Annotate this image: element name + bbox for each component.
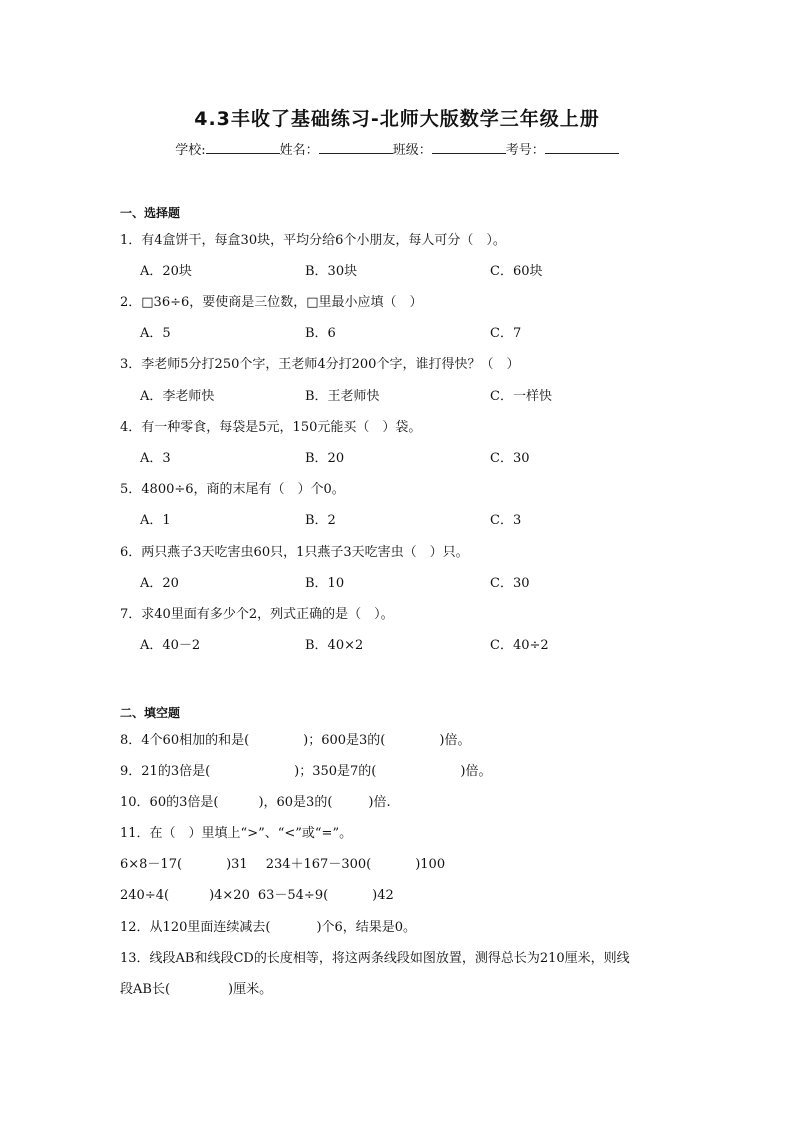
question-7: 7．求40里面有多少个2，列式正确的是（ ）。 xyxy=(120,607,394,622)
exam-number-blank[interactable] xyxy=(545,140,619,154)
option-a[interactable]: A．3 xyxy=(140,451,171,466)
question-3: 3．李老师5分打250个字，王老师4分打200个字，谁打得快？（ ） xyxy=(120,357,520,372)
student-info-row xyxy=(0,139,794,158)
option-b[interactable]: B．10 xyxy=(305,576,345,591)
question-4: 4．有一种零食，每袋是5元，150元能买（ ）袋。 xyxy=(120,420,422,435)
question-12: 12．从120里面连续减去( )个6，结果是0。 xyxy=(120,920,417,935)
options-7 xyxy=(140,634,700,652)
question-13: 13．线段AB和线段CD的长度相等，将这两条线段如图放置，测得总长为210厘米，则线 xyxy=(120,951,630,966)
question-11-row-1: 6×8－17( )31 234＋167－300( )100 xyxy=(120,857,446,872)
options-1 xyxy=(140,260,700,278)
question-2: 2．□36÷6，要使商是三位数，□里最小应填（ ） xyxy=(120,295,423,310)
question-1: 1．有4盒饼干，每盒30块，平均分给6个小朋友，每人可分（ ）。 xyxy=(120,233,506,248)
question-9: 9．21的3倍是( )；350是7的( )倍。 xyxy=(120,764,492,779)
options-3 xyxy=(140,385,700,403)
school-blank[interactable] xyxy=(206,140,280,154)
option-a[interactable]: A．1 xyxy=(140,513,171,528)
question-13-line-2: 段AB长( )厘米。 xyxy=(120,982,273,997)
class-label: 班级： xyxy=(392,143,432,158)
option-c[interactable]: C．60块 xyxy=(490,264,543,279)
exam-number-label: 考号： xyxy=(505,143,545,158)
option-c[interactable]: C．7 xyxy=(490,326,522,341)
option-b[interactable]: B．6 xyxy=(305,326,336,341)
question-5: 5．4800÷6，商的末尾有（ ）个0。 xyxy=(120,482,345,497)
question-8: 8．4个60相加的和是( )；600是3的( )倍。 xyxy=(120,733,471,748)
school-label: 学校: xyxy=(175,143,206,158)
option-b[interactable]: B．20 xyxy=(305,451,345,466)
option-a[interactable]: A．40－2 xyxy=(140,638,201,653)
name-label: 姓名： xyxy=(279,143,319,158)
page-title: 4.3丰收了基础练习-北师大版数学三年级上册 xyxy=(194,108,600,130)
option-c[interactable]: C．30 xyxy=(490,576,530,591)
question-10: 10．60的3倍是( )，60是3的( )倍. xyxy=(120,795,391,810)
option-c[interactable]: C．一样快 xyxy=(490,389,552,404)
option-a[interactable]: A．李老师快 xyxy=(140,389,215,404)
option-b[interactable]: B．40×2 xyxy=(305,638,364,653)
option-a[interactable]: A．20块 xyxy=(140,264,192,279)
options-5 xyxy=(140,509,700,527)
question-11-row-2: 240÷4( )4×20 63－54÷9( )42 xyxy=(120,888,394,903)
option-a[interactable]: A．5 xyxy=(140,326,171,341)
option-a[interactable]: A．20 xyxy=(140,576,179,591)
section-heading-choice: 一、选择题 xyxy=(120,206,181,220)
options-4 xyxy=(140,447,700,465)
name-blank[interactable] xyxy=(319,140,393,154)
section-heading-fill: 二、填空题 xyxy=(120,706,181,720)
option-b[interactable]: B．2 xyxy=(305,513,336,528)
option-c[interactable]: C．3 xyxy=(490,513,522,528)
option-c[interactable]: C．40÷2 xyxy=(490,638,549,653)
options-6 xyxy=(140,572,700,590)
option-c[interactable]: C．30 xyxy=(490,451,530,466)
option-b[interactable]: B．30块 xyxy=(305,264,358,279)
class-blank[interactable] xyxy=(432,140,506,154)
question-11: 11．在（ ）里填上“>”、“<”或“=”。 xyxy=(120,826,353,841)
question-6: 6．两只燕子3天吃害虫60只，1只燕子3天吃害虫（ ）只。 xyxy=(120,545,469,560)
option-b[interactable]: B．王老师快 xyxy=(305,389,380,404)
options-2 xyxy=(140,322,700,340)
